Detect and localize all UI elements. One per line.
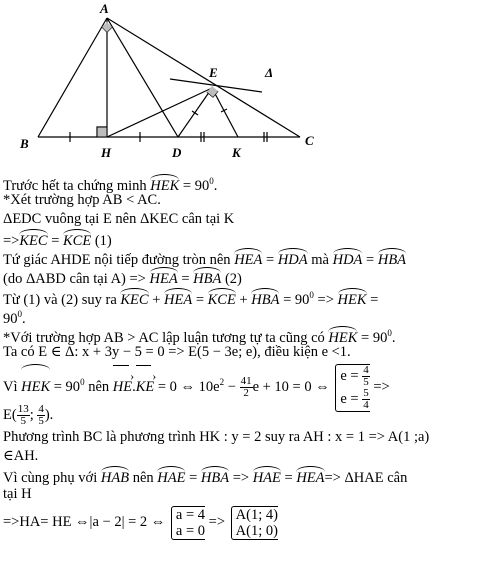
line-1: Trước hết ta chứng minh HEK = $90^0$.	[3, 172, 483, 191]
label-k: K	[232, 145, 241, 160]
line-2: *Xét trường hợp AB < AC.	[3, 192, 161, 208]
right-angle-fill-h	[97, 127, 107, 137]
line-8: $90^0$.	[3, 309, 26, 327]
line-9: *Với trường hợp AB > AC lập luận tương tự ta cũng có HEK = $90^0$.	[3, 324, 483, 343]
solution-text	[3, 172, 483, 540]
label-h: H	[101, 145, 112, 160]
segment-ab	[38, 18, 107, 137]
line-11: Vì HEK = $90^0$ nên HE ›.KE › = 0 ⇔ $10e^2$ − $\frac{41}{2}$ e + 10 = 0 ⇔ e = $\frac{4}{5}$ e = $\frac{5}{4}$ =>	[3, 362, 483, 402]
label-c: C	[305, 133, 314, 148]
label-b: B	[20, 136, 29, 151]
system-e: e = $\frac{4}{5}$ e = $\frac{5}{4}$	[335, 364, 369, 412]
line-10: Ta có E ∈ Δ: x + 3y − 5 = 0 => E(5 − 3e; e), điều kiện e <1.	[3, 344, 351, 360]
segment-ke	[212, 88, 238, 137]
line-14: ∈AH.	[3, 448, 39, 464]
segment-ad	[107, 18, 178, 137]
label-d: D	[172, 145, 182, 160]
line-3: ΔEDC vuông tại E nên ΔKEC cân tại K	[3, 211, 235, 227]
line-16: tại H	[3, 486, 32, 502]
line-6: (do ΔABD cân tại A) => HEA = HBA (2)	[3, 267, 483, 286]
angle-hek: HEK	[150, 174, 179, 196]
geometry-figure	[0, 0, 485, 170]
label-a: A	[100, 1, 109, 16]
label-e: E	[209, 65, 218, 80]
line-5: Tứ giác AHDE nội tiếp đường tròn nên HEA = HDA mà HDA = HBA	[3, 248, 483, 267]
line-15: Vì cùng phụ với HAB nên HAE = HBA => HAE = HEA=> ΔHAE cân	[3, 466, 483, 485]
line-12: E( $\frac{13}{5}$ ; $\frac{4}{5}$ ).	[3, 403, 54, 428]
line-7: Từ (1) và (2) suy ra KEC + HEA = KCE + HBA = $90^0$ => HEK =	[3, 286, 483, 305]
line-13: Phương trình BC là phương trình HK : y = 2 suy ra AH : x = 1 => A(1 ;a)	[3, 429, 430, 445]
line-17: =>HA= HE ⇔|a − 2| = 2 ⇔ a = 4 a = 0 => A(1; 4) A(1; 0)	[3, 506, 278, 539]
line-4: =>KEC = KCE (1)	[3, 229, 483, 248]
label-delta: Δ	[265, 65, 274, 80]
segment-he	[107, 88, 212, 137]
